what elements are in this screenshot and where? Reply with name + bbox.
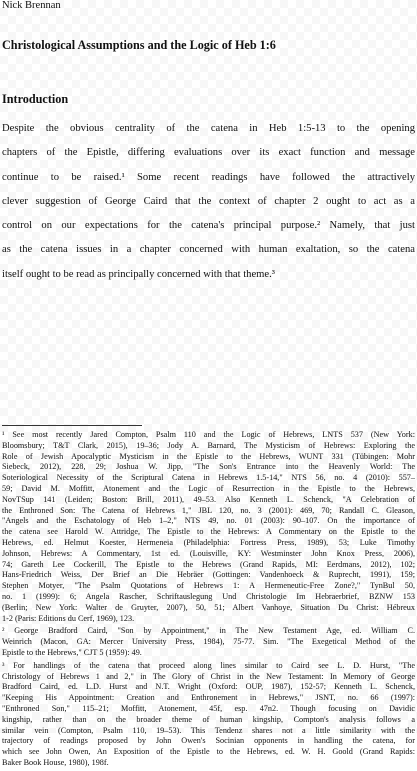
footnote-1 [2,430,415,624]
footnote-line: Johnson, Hebrews: A Commentary, 1st ed. (Louisville, KY: Westminster John Knox Press, 2006), [2,548,415,558]
footnote-divider [2,425,142,426]
footnote-line: Stephen Motyer, "The Psalm Quotations of Hebrews 1: A Hermeneutic-Free Zone?," TynBul 50, [2,581,415,591]
footnote-line: Bloomsbury; T&T Clark, 2015), 19–36; Jody A. Barnard, The Mysticism of Hebrews: Exploring the [2,440,415,450]
body-line: as the catena issues in a chapter concerned with human exaltation, so the catena [2,244,415,256]
footnote-line: 1-2 (Paris: Editions du Cerf, 1969), 123. [2,613,135,623]
footnote-line: Weinrich (Macon, GA: Mercer University Press, 1984), 75-77. Sim. "The Exegetical Method of the [2,637,415,647]
footnote-line: 59; David M. Moffitt, Atonement and the Logic of Resurrection in the Epistle to the Hebrews, [2,483,415,493]
footnote-line: Hebrews, ed. Helmut Koester, Hermeneia (Philadelphia: Fortress Press, 1989), 53; Luke Timothy [2,537,415,547]
footnote-line: Soteriological Necessity of the Scriptural Catena in Hebrews 1.5-14," NTS 56, no. 4 (2010): 557– [2,473,415,483]
footnote-line: "Enthroned Son," 115–21; Moffitt, Atonement, 45f, esp. 47n2. Though focusing on Davidic [2,703,415,713]
section-heading: Introduction [2,92,69,106]
footnote-2 [2,626,415,658]
footnote-line: the Enthroned Son: The Catena of Hebrews 1," JBL 120, no. 3 (2001): 469, 70; Randall C. Gleason, [2,505,415,515]
body-line: clever suggestion of George Caird that the context of chapter 2 ought to act as a [2,195,415,207]
footnotes [2,430,415,771]
paper-title: Christological Assumptions and the Logic of Heb 1:6 [2,38,276,52]
footnote-line: trajectory of readings proposed by John Owen's Socinian opponents in handling the catena, for [2,736,415,746]
body-line: itself ought to be read as principally concerned with that theme.³ [2,268,275,280]
body-line: control on our expectations for the catena's principal purpose.² Namely, that just [2,220,415,232]
footnote-line: which see John Owen, An Exposition of the Epistle to the Hebrews, ed. W. H. Goold (Grand Rapids: [2,747,415,757]
footnote-line: Hans-Friedrich Weiss, Der Brief an Die Hebräer (Gottingen: Vandenhoeck & Ruprecht, 1991), 159; [2,570,415,580]
footnote-line: Baker Book House, 1980), 198f. [2,757,109,767]
footnote-line: (Berlin; New York: Walter de Gruyter, 2007), 50, 51; Albert Vanhoye, Situation Du Christ: Hébreux [2,602,415,612]
footnote-line: Siebeck, 2012), 228, 29; Joshua W. Jipp, "The Son's Entrance into the Heavenly World: The [2,462,415,472]
footnote-line: NovTSup 141 (Leiden; Boston: Brill, 2011), 49–53. Also Kenneth L. Schenck, "A Celebration of [2,494,415,504]
footnote-line: similar vein (Compton, Psalm 110, 19–53). This Tendenz shares not a little similarity with the [2,725,415,735]
footnote-line: ³ For handlings of the catena that proceed along lines similar to Caird see L. D. Hurst, "The [2,660,415,670]
body-line: Despite the obvious centrality of the catena in Heb 1:5-13 to the opening [2,123,415,134]
footnote-line: the catena see Harold W. Attridge, The Epistle to the Hebrews: A Commentary on the Epistle to the [2,527,415,537]
footnote-line: Epistle to the Hebrews," CJT 5 (1959): 49. [2,647,142,657]
footnote-line: no. 1 (1999): 6; Angela Rascher, Schriftauslegung Und Christologie Im Hebraerbrief, BZNW 153 [2,591,415,601]
footnote-line: Christology of Hebrews 1 and 2," in The Glory of Christ in the New Testament: In Memory of George [2,671,415,681]
footnote-line: ² George Bradford Caird, "Son by Appointment," in The New Testament Age, ed. William C. [2,626,415,636]
running-header-author: Nick Brennan [2,0,61,11]
body-line: chapters of the Epistle, differing evaluations over its exact function and message [2,147,415,159]
footnote-line: Role of Jewish Apocalyptic Mysticism in the Epistle to the Hebrews, WUNT 331 (Tübingen: Mohr [2,451,415,461]
body-line: continue to be raised.¹ Some recent readings have followed the attractively [2,171,415,183]
footnote-line: 74; Gareth Lee Cockerill, The Epistle to the Hebrews (Grand Rapids, MI: Eerdmans, 2012), 102; [2,559,415,569]
footnote-line: Bradford Caird, ed. L.D. Hurst and N.T. Wright (Oxford: OUP, 1987), 152-57; Kenneth L. Schenck, [2,682,415,692]
footnote-3 [2,661,415,769]
footnote-line: "Keeping His Appointment: Creation and Enthronement in Hebrews," JSNT, no. 66 (1997): [2,693,415,703]
footnote-line: ¹ See most recently Jared Compton, Psalm 110 and the Logic of Hebrews, LNTS 537 (New York: [2,430,415,439]
footnote-line: "Angels and the Eschatology of Heb 1–2," NTS 49, no. 01 (2003): 90–107. On the importance of [2,516,415,526]
footnote-line: kingship, rather than on the broader theme of human kingship, Compton's analysis follows a [2,714,415,724]
body-paragraph [2,117,415,287]
